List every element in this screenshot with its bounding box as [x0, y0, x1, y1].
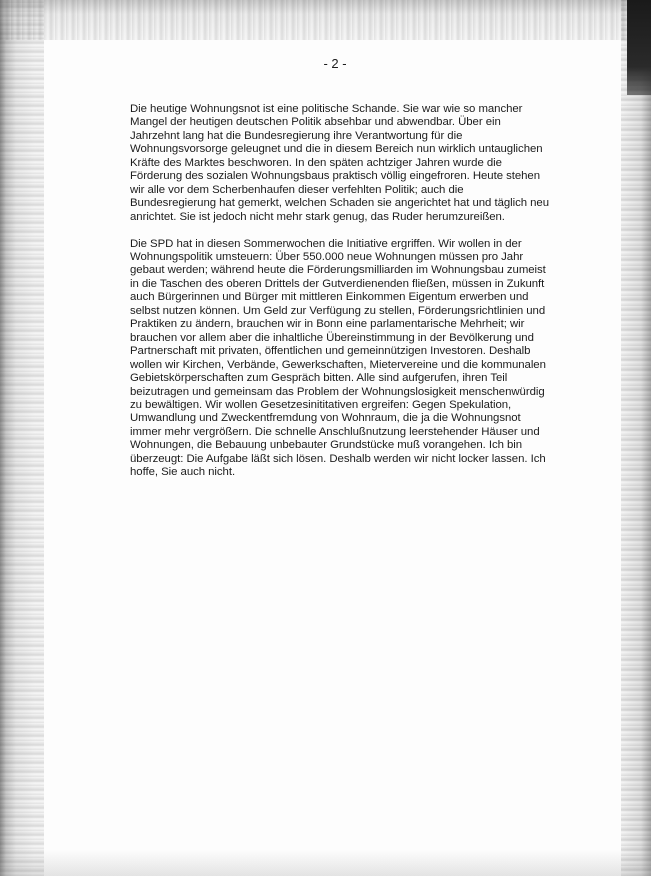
text-line: Mangel der heutigen deutschen Politik absehbar und abwendbar. Über ein [130, 116, 501, 129]
text-line: Kräfte des Marktes beschworen. In den späten achtziger Jahren wurde die [130, 156, 502, 169]
text-line: gebaut werden; während heute die Förderungsmilliarden im Wohnungsbau zumeist [130, 264, 546, 277]
text-line: Gebietskörperschaften zum Gespräch bitten. Alle sind aufgerufen, ihren Teil [130, 372, 508, 385]
text-line: zu bewältigen. Wir wollen Gesetzesinititativen ergreifen: Gegen Spekulation, [130, 399, 512, 412]
text-line: auch Bürgerinnen und Bürger mit mittleren Einkommen Eigentum erwerben und [130, 291, 529, 304]
text-line: Die heutige Wohnungsnot ist eine politische Schande. Sie war wie so mancher [130, 103, 523, 115]
text-line: Bundesregierung hat gemerkt, welchen Schaden sie angerichtet hat und täglich neu [130, 197, 550, 210]
scan-shadow-bottom [0, 850, 651, 876]
text-line: in die Taschen des oberen Drittels der Gutverdienenden fließen, müssen in Zukunft [130, 277, 545, 290]
text-line: brauchen vor allem aber die inhaltliche Übereinstimmung in der Bevölkerung und [130, 331, 534, 344]
text-line: selbst nutzen können. Um Geld zur Verfügung zu stellen, Förderungsrichtlinien und [130, 304, 546, 317]
scan-shadow-right [621, 0, 651, 876]
scan-dark-corner [627, 0, 651, 95]
letter-body [130, 103, 550, 493]
text-line: Förderung des sozialen Wohnungsbaus praktisch völlig eingefroren. Heute stehen [130, 170, 541, 183]
paragraph-1 [130, 103, 550, 224]
text-line: anrichtet. Sie ist jedoch nicht mehr stark genug, das Ruder herumzureißen. [130, 210, 505, 223]
scan-shadow-top [0, 0, 651, 40]
text-line: Partnerschaft mit privaten, öffentlichen und gemeinnützigen Investoren. Deshalb [130, 345, 531, 358]
text-line: Wohnungsvorsorge geleugnet und die in diesem Bereich nun wirklich untauglichen [130, 143, 543, 156]
text-line: Umwandlung und Zweckentfremdung von Wohnraum, die ja die Wohnungsnot [130, 412, 521, 425]
scan-shadow-left [0, 0, 44, 876]
text-line: hoffe, Sie auch nicht. [130, 466, 236, 479]
paragraph-2 [130, 238, 546, 480]
text-line: immer mehr vergrößern. Die schnelle Anschlußnutzung leerstehender Häuser und [130, 425, 540, 438]
page-number: - 2 - [323, 56, 347, 71]
text-line: Wohnungen, die Bebauung unbebauter Grundstücke muß vorangehen. Ich bin [130, 439, 523, 452]
text-line: überzeugt: Die Aufgabe läßt sich lösen. Deshalb werden wir nicht locker lassen. Ich [130, 452, 546, 465]
text-line: beizutragen und gemeinsam das Problem der Wohnungslosigkeit menschenwürdig [130, 385, 545, 398]
text-line: wir alle vor dem Scherbenhaufen dieser verfehlten Politik; auch die [130, 183, 464, 196]
text-line: wollen wir Kirchen, Verbände, Gewerkschaften, Mietervereine und die kommunalen [130, 358, 546, 371]
text-line: Jahrzehnt lang hat die Bundesregierung ihre Verantwortung für die [130, 129, 463, 142]
text-line: Die SPD hat in diesen Sommerwochen die Initiative ergriffen. Wir wollen in der [130, 237, 522, 250]
text-line: Wohnungspolitik umsteuern: Über 550.000 neue Wohnungen müssen pro Jahr [130, 251, 524, 264]
text-line: Praktiken zu ändern, brauchen wir in Bonn eine parlamentarische Mehrheit; wir [130, 318, 525, 331]
